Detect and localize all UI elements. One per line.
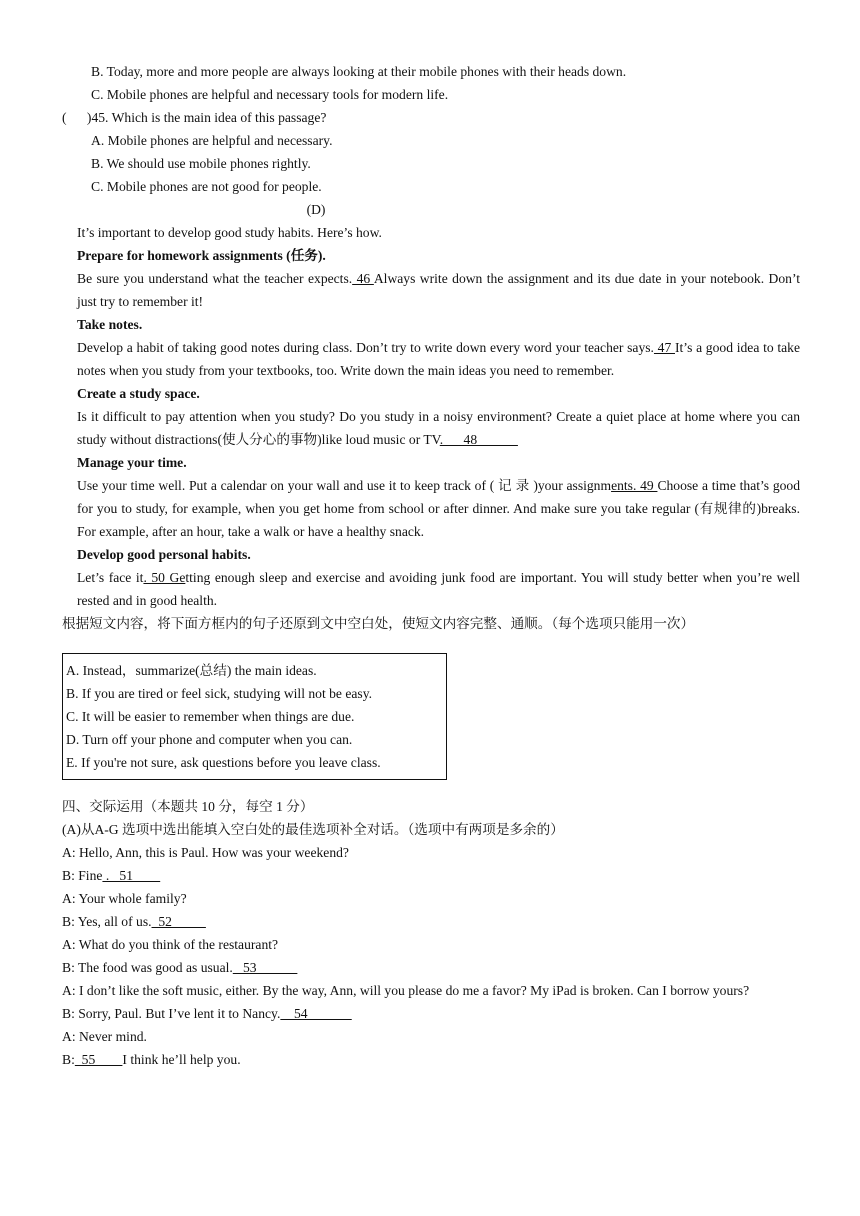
dialogue-text: A: Hello, Ann, this is Paul. How was your weekend?: [62, 845, 349, 860]
section-paragraph: [62, 566, 800, 612]
paragraph-text: It’s a good idea to take notes when you study from your textbooks, too. Write down the main ideas you need to remember.: [77, 340, 800, 378]
section-paragraph: [62, 474, 800, 543]
dialogue-line: [62, 887, 800, 910]
option-item: E. If you're not sure, ask questions before you leave class.: [66, 755, 381, 770]
q44-option-c: C. Mobile phones are helpful and necessary tools for modern life.: [91, 87, 449, 102]
blank-53: 53: [232, 960, 298, 975]
dialogue-text: A: Your whole family?: [62, 891, 187, 906]
blank-51: . 51: [102, 868, 161, 883]
dialogue-line: [62, 841, 800, 864]
q45-option-a: A. Mobile phones are helpful and necessary.: [91, 133, 333, 148]
section-heading: Take notes.: [77, 317, 143, 332]
section-heading: Develop good personal habits.: [77, 547, 251, 562]
q45-question: 45. Which is the main idea of this passage?: [91, 110, 327, 125]
q45-option-c: C. Mobile phones are not good for people.: [91, 179, 322, 194]
paragraph-text: Use your time well. Put a calendar on your wall and use it to keep track of ( 记 录 )your assignm: [77, 478, 612, 493]
paragraph-text: Is it difficult to pay attention when you study? Do you study in a noisy environment? Create a quiet place at home where you can study without distractions(使人分心的事物)like loud music or TV: [77, 409, 800, 447]
part4-instruction: (A)从A-G 选项中选出能填入空白处的最佳选项补全对话。（选项中有两项是多余的）: [62, 822, 564, 837]
section-heading: Create a study space.: [77, 386, 200, 401]
blank-50: . 50 Ge: [143, 570, 186, 585]
dialogue-text: B: The food was good as usual.: [62, 960, 233, 975]
dialogue-line-favor: A: I don’t like the soft music, either. By the way, Ann, will you please do me a favor? My iPad is broken. Can I borrow yours?: [62, 983, 750, 998]
blank-52: 52: [151, 914, 206, 929]
q45-question-line: [62, 106, 800, 129]
blank-55: 55: [74, 1052, 123, 1067]
paragraph-text: Let’s face it: [77, 570, 144, 585]
option-item: C. It will be easier to remember when things are due.: [66, 709, 355, 724]
dialogue-line: [62, 933, 800, 956]
section-paragraph: [62, 405, 800, 451]
section-paragraph: [62, 267, 800, 313]
passage-instruction: 根据短文内容，将下面方框内的句子还原到文中空白处，使短文内容完整、通顺。（每个选项只能用一次）: [62, 616, 695, 631]
blank-48: . 48: [439, 432, 518, 447]
section-heading: Manage your time.: [77, 455, 187, 470]
speaker-label: B:: [62, 1052, 75, 1067]
option-item: A. Instead，summarize(总结) the main ideas.: [66, 663, 317, 678]
dialogue-line: [62, 956, 800, 979]
dialogue-line: A: Never mind.: [62, 1029, 147, 1044]
paragraph-text: Always write down the assignment and its due date in your notebook. Don’t just try to remember it!: [77, 271, 801, 309]
paragraph-text: Develop a habit of taking good notes during class. Don’t try to write down every word your teacher says.: [77, 340, 654, 355]
options-box: [62, 653, 447, 780]
dialogue-text: B: Fine: [62, 868, 103, 883]
blank-46: 46: [352, 271, 374, 286]
passage-label: (D): [306, 202, 326, 217]
blank-54: 54: [280, 1006, 352, 1021]
paragraph-text: Choose a time that’s good for you to study, for example, when you get home from school or after dinner. And make sure you take regular (有规律的)breaks. For example, after an hour, take a walk or have a healthy snack.: [77, 478, 801, 539]
dialogue-line: [62, 1048, 800, 1071]
blank-49: ents. 49: [611, 478, 658, 493]
option-item: D. Turn off your phone and computer when you can.: [66, 732, 353, 747]
option-item: B. If you are tired or feel sick, studying will not be easy.: [66, 686, 373, 701]
exam-page: [62, 60, 800, 1071]
q44-option-b: B. Today, more and more people are always looking at their mobile phones with their heads down.: [91, 64, 627, 79]
part4-title: 四、交际运用（本题共 10 分，每空 1 分）: [62, 799, 314, 814]
answer-paren: ( ): [62, 110, 92, 125]
dialogue-text: A: What do you think of the restaurant?: [62, 937, 279, 952]
dialogue-line: [62, 910, 800, 933]
dialogue-text: B: Yes, all of us.: [62, 914, 152, 929]
section-heading: Prepare for homework assignments (任务).: [77, 248, 326, 263]
blank-47: 47: [653, 340, 675, 355]
dialogue-line: [62, 864, 800, 887]
dialogue-line: [62, 1002, 800, 1025]
section-paragraph: [62, 336, 800, 382]
paragraph-text: tting enough sleep and exercise and avoiding junk food are important. You will study better when you’re well rested and in good health.: [77, 570, 800, 608]
paragraph-text: Be sure you understand what the teacher expects.: [77, 271, 353, 286]
q45-option-b: B. We should use mobile phones rightly.: [91, 156, 311, 171]
dialogue-text: B: Sorry, Paul. But I’ve lent it to Nancy.: [62, 1006, 281, 1021]
passage-intro: It’s important to develop good study habits. Here’s how.: [77, 225, 382, 240]
dialogue-text: I think he’ll help you.: [122, 1052, 241, 1067]
